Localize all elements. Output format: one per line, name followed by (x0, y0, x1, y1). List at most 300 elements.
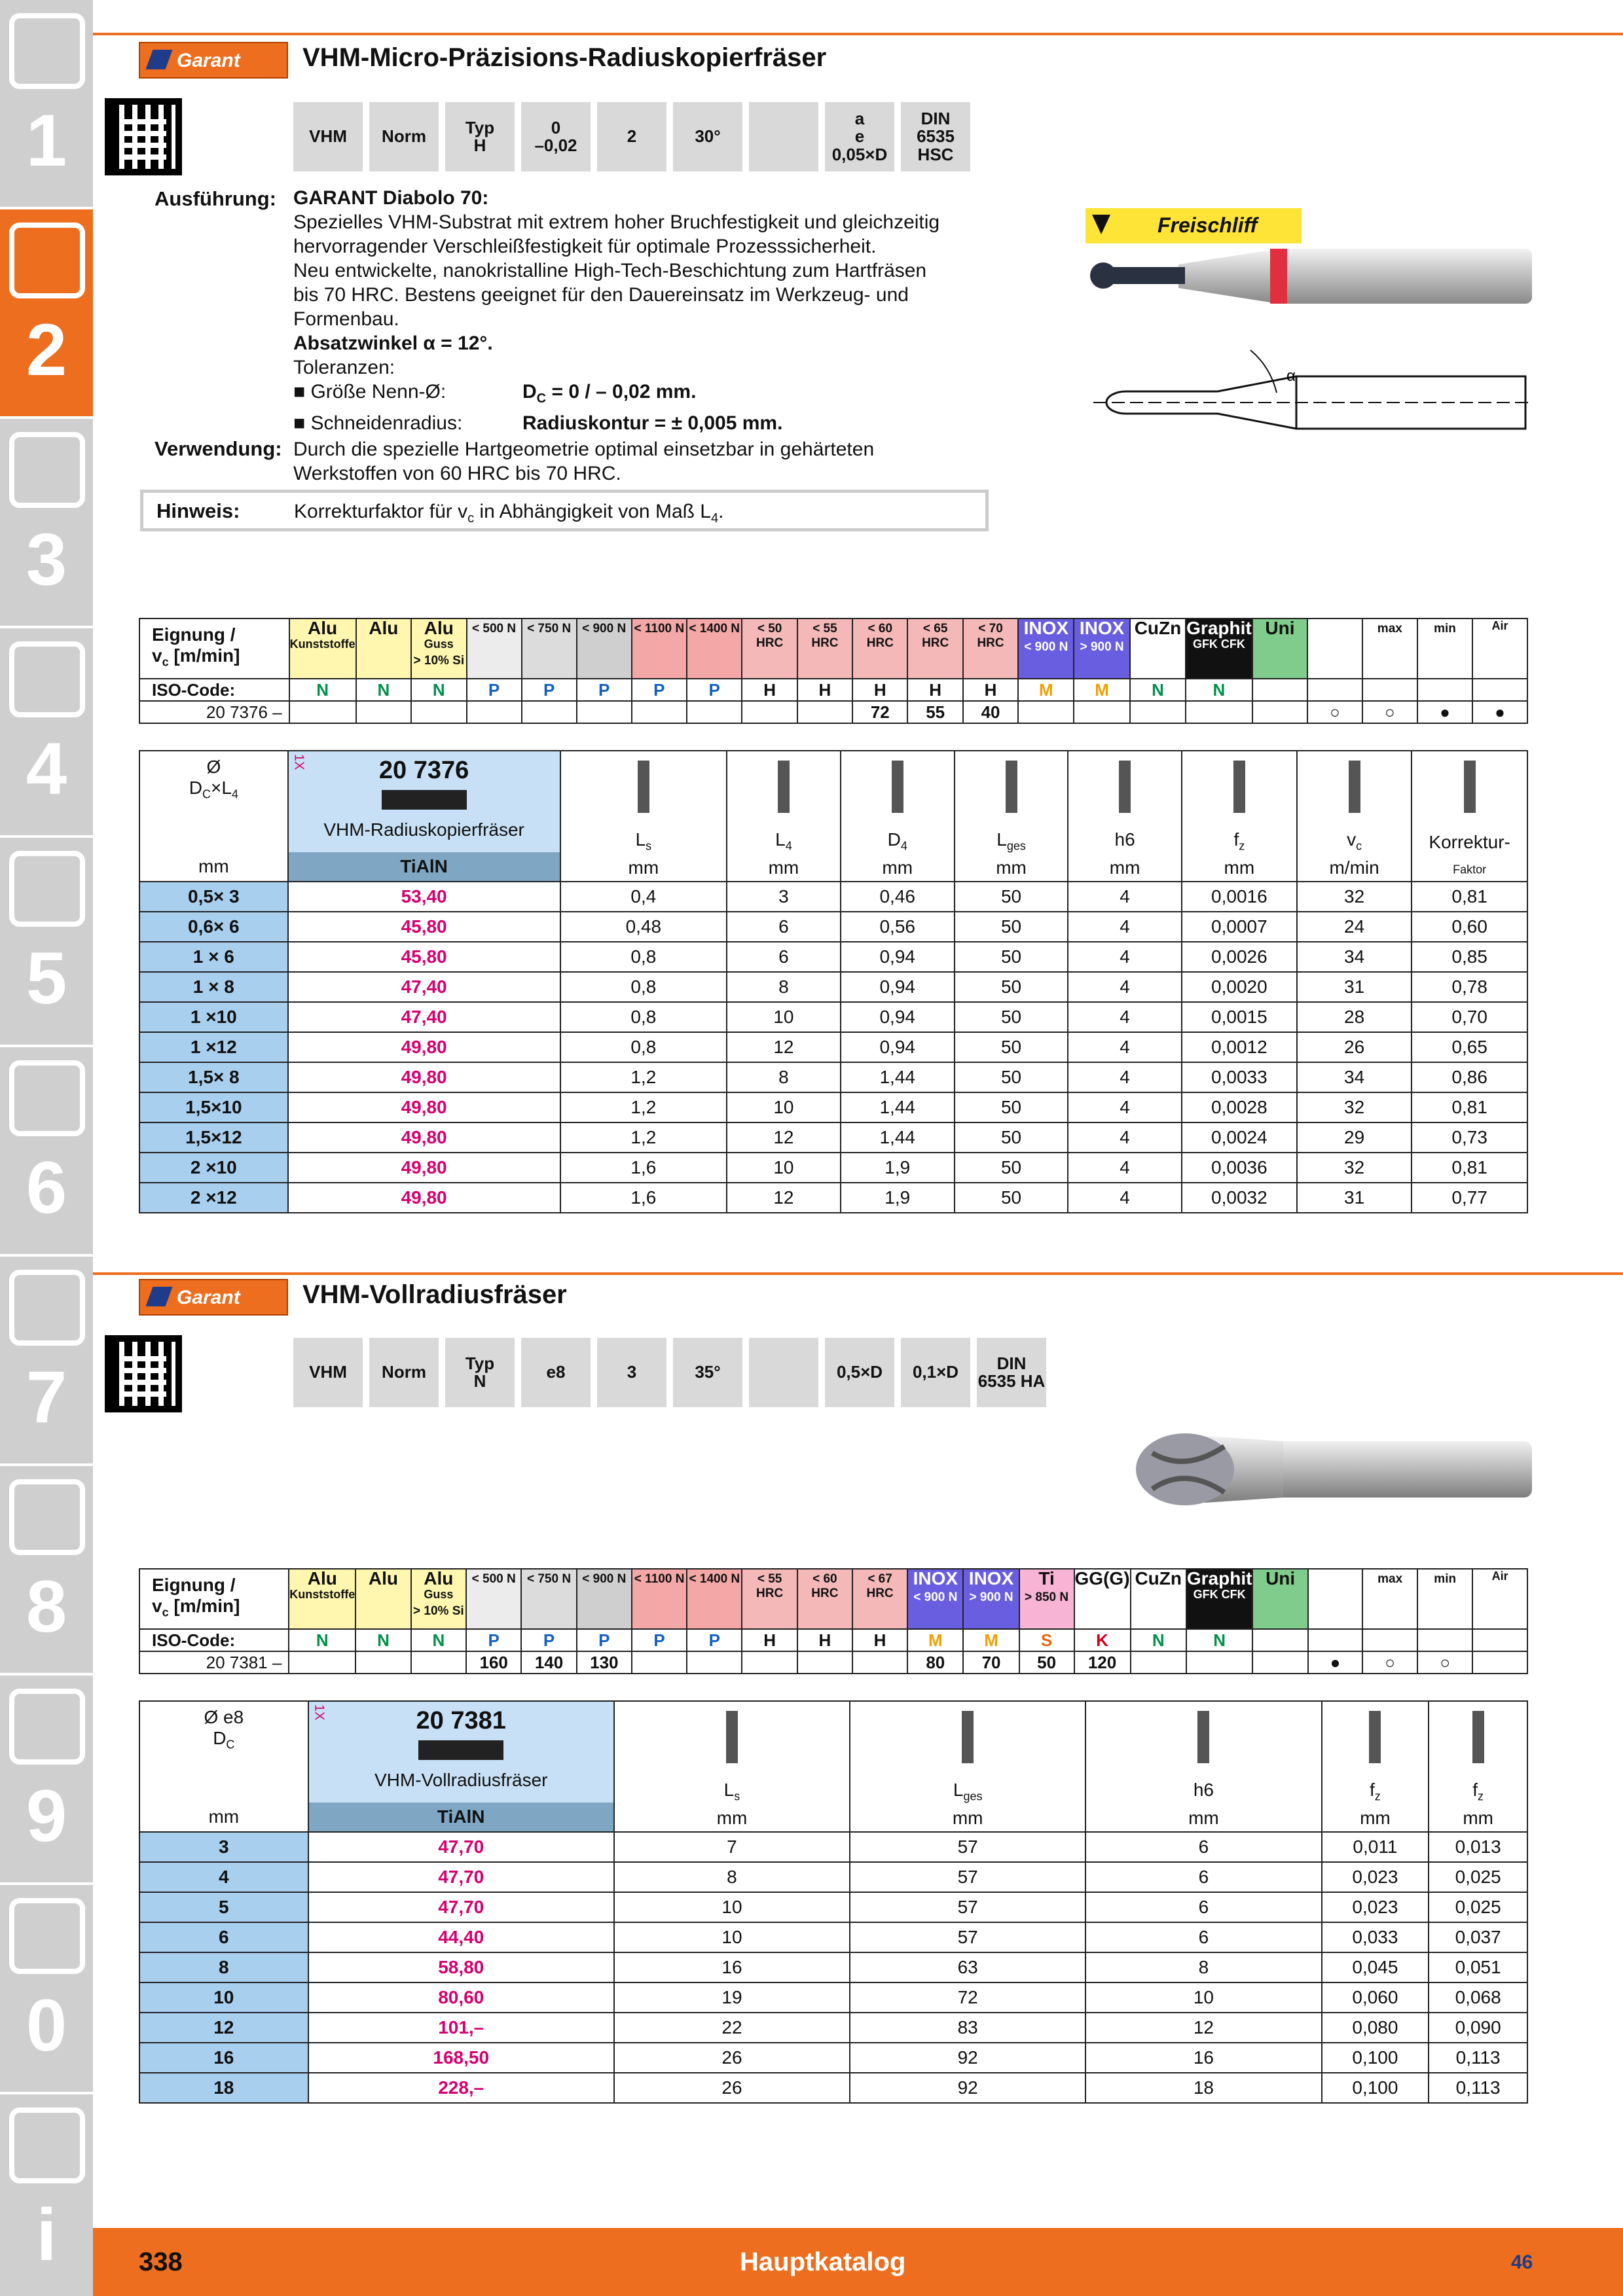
tool-icon (638, 761, 649, 813)
size-cell: 1,5×12 (139, 1122, 288, 1153)
cutting-speed-value: ○ (1362, 701, 1417, 723)
material-column (1308, 1569, 1362, 1629)
iso-code: N (289, 679, 356, 701)
material-column: INOX < 900 N (907, 1569, 963, 1629)
cutting-speed-value: ○ (1362, 1651, 1417, 1674)
table-row (139, 1062, 1527, 1092)
iso-code: H (852, 1629, 907, 1651)
diameter-header: Ø $D_C\times L_4$ mm (139, 751, 288, 882)
column-header: $L_s$ mm (614, 1701, 850, 1832)
table-row (139, 912, 1527, 942)
material-column: Alu (356, 1569, 410, 1629)
column-header: h6 mm (1068, 751, 1182, 882)
material-column: min (1417, 619, 1472, 679)
material-column: < 1400 N (687, 1569, 742, 1629)
value-cell: 0,8 (560, 1002, 727, 1032)
material-column: < 50 HRC (742, 619, 797, 679)
iso-code: H (963, 679, 1018, 701)
table-row (139, 882, 1527, 912)
size-cell: 6 (139, 1922, 308, 1952)
value-cell: 4 (1068, 1153, 1182, 1183)
sidebar-tab-number: 0 (26, 1984, 67, 2066)
cutting-speed-value (797, 1651, 852, 1674)
value-cell: 0,86 (1412, 1062, 1527, 1092)
cutting-speed-value: 70 (963, 1651, 1019, 1674)
sidebar-tab-number: 5 (26, 937, 67, 1019)
pictogram: DIN 6535 HSC (901, 102, 970, 171)
price-cell: 49,80 (288, 1092, 560, 1122)
section-icon (9, 13, 85, 89)
material-column: Uni (1252, 619, 1307, 679)
table-row (139, 1032, 1527, 1062)
iso-code: P (632, 1629, 687, 1651)
suitability-table-1 (139, 618, 1528, 724)
sidebar-tab-8[interactable] (0, 1466, 93, 1676)
cutting-speed-value: ● (1472, 701, 1527, 723)
tolerance-row: ■ Schneidenradius: Radiuskontur = ± 0,005 mm. (293, 412, 783, 434)
value-cell: 16 (1085, 2043, 1321, 2073)
pictogram: 0,5×D (825, 1338, 894, 1407)
value-cell: 0,023 (1322, 1862, 1429, 1892)
cutting-speed-value (1252, 701, 1307, 723)
cutting-speed-value: 130 (577, 1651, 632, 1674)
price-cell: 49,80 (288, 1153, 560, 1183)
value-cell: 0,81 (1412, 1092, 1527, 1122)
value-cell: 1,44 (841, 1122, 955, 1153)
material-column: < 55 HRC (797, 619, 852, 679)
sidebar-tab-number: 9 (26, 1775, 67, 1857)
price-cell: 80,60 (308, 1982, 614, 2013)
value-cell: 0,023 (1322, 1892, 1429, 1922)
value-cell: 0,78 (1412, 972, 1527, 1002)
tool-icon (726, 1711, 738, 1763)
iso-code (1308, 1629, 1362, 1651)
value-cell: 1,2 (560, 1062, 727, 1092)
iso-code: N (1186, 1629, 1253, 1651)
table-row (139, 2043, 1527, 2073)
sidebar-tab-0[interactable] (0, 1885, 93, 2094)
value-cell: 0,0007 (1182, 912, 1297, 942)
value-cell: 19 (614, 1982, 850, 2013)
value-cell: 0,113 (1429, 2043, 1527, 2073)
sidebar-tab-number: 2 (26, 309, 67, 391)
material-column: Alu Kunststoffe (289, 1569, 356, 1629)
table-row (139, 972, 1527, 1002)
column-header: $f_z$ mm (1182, 751, 1297, 882)
value-cell: 50 (955, 942, 1068, 972)
column-header: h6 mm (1085, 1701, 1321, 1832)
value-cell: 0,81 (1412, 1153, 1527, 1183)
value-cell: 0,0016 (1182, 882, 1297, 912)
footer-title: Hauptkatalog (740, 2248, 906, 2276)
value-cell: 0,8 (560, 972, 727, 1002)
value-cell: 10 (614, 1922, 850, 1952)
value-cell: 0,4 (560, 882, 727, 912)
value-cell: 34 (1297, 942, 1412, 972)
price-cell: 47,40 (288, 972, 560, 1002)
iso-code: H (742, 1629, 797, 1651)
section-icon (9, 1270, 85, 1346)
value-cell: 0,8 (560, 1032, 727, 1062)
cutting-speed-value (852, 1651, 907, 1674)
hinweis-text: Korrekturfaktor für $v_c$ in Abhängigkeit von Maß $L_4$. (294, 501, 724, 526)
iso-code: N (411, 1629, 466, 1651)
value-cell: 26 (614, 2073, 850, 2103)
value-cell: 1,44 (841, 1062, 955, 1092)
price-cell: 49,80 (288, 1183, 560, 1213)
value-cell: 32 (1297, 1092, 1412, 1122)
value-cell: 0,56 (841, 912, 955, 942)
value-cell: 1,6 (560, 1153, 727, 1183)
sidebar-tab-7[interactable] (0, 1257, 93, 1466)
price-cell: 47,70 (308, 1862, 614, 1892)
text-line: GARANT Diabolo 70: (293, 187, 489, 209)
cutting-speed-value (1130, 701, 1186, 723)
material-column: Alu (356, 619, 411, 679)
size-cell: 1 ×10 (139, 1002, 288, 1032)
value-cell: 0,94 (841, 942, 955, 972)
footer-right-number: 46 (1511, 2251, 1533, 2273)
material-column: Graphit GFK CFK (1186, 1569, 1253, 1629)
material-column: < 65 HRC (907, 619, 962, 679)
pictogram: DIN 6535 HA (977, 1338, 1046, 1407)
value-cell: 0,113 (1429, 2073, 1527, 2103)
product-table-2 (139, 1700, 1528, 2104)
iso-code: M (963, 1629, 1019, 1651)
material-column: < 55 HRC (742, 1569, 797, 1629)
value-cell: 0,48 (560, 912, 727, 942)
size-cell: 12 (139, 2013, 308, 2043)
cutting-speed-value (467, 701, 522, 723)
text-line: Neu entwickelte, nanokristalline High-Tech-Beschichtung zum Hartfräsen (293, 260, 927, 281)
value-cell: 0,94 (841, 1032, 955, 1062)
value-cell: 0,8 (560, 942, 727, 972)
footer (93, 2228, 1623, 2296)
price-cell: 47,40 (288, 1002, 560, 1032)
value-cell: 0,0015 (1182, 1002, 1297, 1032)
material-column: GG(G) (1074, 1569, 1131, 1629)
section-icon (9, 1898, 85, 1974)
value-cell: 0,100 (1322, 2073, 1429, 2103)
cutting-speed-value: 40 (963, 701, 1018, 723)
iso-code (1472, 679, 1527, 701)
value-cell: 1,9 (841, 1153, 955, 1183)
iso-code: N (1131, 1629, 1186, 1651)
iso-code: P (687, 1629, 742, 1651)
price-cell: 168,50 (308, 2043, 614, 2073)
price-cell: 228,– (308, 2073, 614, 2103)
pictogram (749, 1338, 818, 1407)
size-cell: 2 ×12 (139, 1183, 288, 1213)
column-header: $L_{ges}$ mm (850, 1701, 1085, 1832)
value-cell: 50 (955, 1153, 1068, 1183)
column-header: $f_z$ mm (1429, 1701, 1527, 1832)
sidebar-tab-2[interactable] (0, 209, 93, 419)
table-row (139, 1892, 1527, 1922)
sidebar-tab-number: 4 (26, 728, 67, 810)
pictogram: 30° (673, 102, 742, 171)
value-cell: 6 (727, 942, 841, 972)
cutting-speed-value (1074, 701, 1129, 723)
size-cell: 0,6× 6 (139, 912, 288, 942)
value-cell: 0,025 (1429, 1862, 1527, 1892)
material-column: < 500 N (467, 619, 522, 679)
price-cell: 47,70 (308, 1832, 614, 1862)
tool-drawing-1 (1074, 236, 1545, 445)
cutting-speed-value (356, 1651, 410, 1674)
material-column: CuZn (1131, 1569, 1186, 1629)
iso-code (1362, 1629, 1417, 1651)
value-cell: 0,0020 (1182, 972, 1297, 1002)
value-cell: 0,0012 (1182, 1032, 1297, 1062)
text-line: Toleranzen: (293, 357, 395, 378)
value-cell: 50 (955, 1002, 1068, 1032)
iso-code: P (577, 679, 632, 701)
value-cell: 0,033 (1322, 1922, 1429, 1952)
value-cell: 4 (1068, 972, 1182, 1002)
iso-code: N (289, 1629, 356, 1651)
sidebar-tab-5[interactable] (0, 838, 93, 1047)
sidebar-tab-9[interactable] (0, 1676, 93, 1885)
size-cell: 2 ×10 (139, 1153, 288, 1183)
cutting-speed-value (742, 701, 797, 723)
material-column: INOX > 900 N (1074, 619, 1129, 679)
table-row (139, 1952, 1527, 1982)
cutting-speed-value: 80 (907, 1651, 963, 1674)
value-cell: 1,44 (841, 1092, 955, 1122)
cutting-speed-value (797, 701, 852, 723)
value-cell: 0,0033 (1182, 1062, 1297, 1092)
qr-code-2[interactable] (105, 1335, 182, 1412)
pictogram: 0,1×D (901, 1338, 970, 1407)
material-column: max (1362, 619, 1417, 679)
value-cell: 6 (1085, 1892, 1321, 1922)
triangle-icon (1092, 215, 1110, 234)
cutting-speed-value: 160 (466, 1651, 521, 1674)
tool-icon (1369, 1711, 1381, 1763)
pictogram: Norm (369, 102, 439, 171)
sidebar-tab-number: 1 (26, 99, 67, 181)
qr-code[interactable] (105, 98, 182, 175)
cutting-speed-value (522, 701, 577, 723)
material-column: Uni (1252, 1569, 1307, 1629)
value-cell: 4 (1068, 1032, 1182, 1062)
size-cell: 10 (139, 1982, 308, 2013)
price-cell: 49,80 (288, 1122, 560, 1153)
garant-logo-small (418, 1740, 503, 1760)
value-cell: 0,037 (1429, 1922, 1527, 1952)
section-icon (9, 2108, 85, 2183)
material-column: max (1362, 1569, 1417, 1629)
pictogram: Norm (369, 1338, 439, 1407)
verwendung-text (293, 437, 1040, 486)
price-cell: 49,80 (288, 1032, 560, 1062)
value-cell: 4 (1068, 1122, 1182, 1153)
value-cell: 0,70 (1412, 1002, 1527, 1032)
value-cell: 10 (727, 1002, 841, 1032)
cutting-speed-value (742, 1651, 797, 1674)
iso-code (1417, 679, 1472, 701)
price-cell: 49,80 (288, 1062, 560, 1092)
tool-icon (778, 761, 790, 813)
material-column: min (1417, 1569, 1472, 1629)
value-cell: 0,94 (841, 972, 955, 1002)
value-cell: 83 (850, 2013, 1085, 2043)
sidebar-tab-number: 8 (26, 1566, 67, 1647)
cutting-speed-value (356, 701, 411, 723)
iso-code: H (797, 679, 852, 701)
iso-label: ISO-Code: (139, 1629, 289, 1651)
table-row (139, 1922, 1527, 1952)
ausfuehrung-text (293, 186, 1040, 380)
sidebar-tab-6[interactable] (0, 1047, 93, 1257)
value-cell: 18 (1085, 2073, 1321, 2103)
value-cell: 50 (955, 1062, 1068, 1092)
value-cell: 0,46 (841, 882, 955, 912)
size-cell: 3 (139, 1832, 308, 1862)
tool-icon (892, 761, 903, 813)
material-column: Alu Guss > 10% Si (411, 619, 466, 679)
cutting-speed-value (1472, 1651, 1527, 1674)
product-table-1 (139, 750, 1528, 1213)
iso-code: K (1074, 1629, 1131, 1651)
pictogram: VHM (293, 1338, 363, 1407)
section-icon (9, 641, 85, 717)
hinweis-box (140, 490, 989, 531)
value-cell: 57 (850, 1862, 1085, 1892)
value-cell: 24 (1297, 912, 1412, 942)
price-cell: 101,– (308, 2013, 614, 2043)
material-column: < 1400 N (687, 619, 742, 679)
iso-code (1252, 1629, 1307, 1651)
value-cell: 4 (1068, 882, 1182, 912)
price-cell: 58,80 (308, 1952, 614, 1982)
cutting-speed-value (1186, 1651, 1253, 1674)
section-icon (9, 851, 85, 927)
tool-drawing-2 (1126, 1427, 1545, 1512)
size-cell: 16 (139, 2043, 308, 2073)
section2-title: VHM-Vollradiusfräser (302, 1280, 567, 1309)
article-label: 20 7381 – (139, 1651, 289, 1674)
sidebar-tab-3[interactable] (0, 419, 93, 628)
value-cell: 32 (1297, 882, 1412, 912)
tool-icon (1197, 1711, 1209, 1763)
value-cell: 29 (1297, 1122, 1412, 1153)
sidebar-tab-number: 3 (26, 518, 67, 600)
iso-code: P (577, 1629, 632, 1651)
value-cell: 0,068 (1429, 1982, 1527, 2013)
cutting-speed-value (1186, 701, 1252, 723)
value-cell: 32 (1297, 1153, 1412, 1183)
tool-icon (1119, 761, 1131, 813)
sidebar-tab-4[interactable] (0, 628, 93, 838)
sidebar-tab-i[interactable] (0, 2094, 93, 2296)
material-column: INOX > 900 N (963, 1569, 1019, 1629)
value-cell: 10 (614, 1892, 850, 1922)
cutting-speed-value (1018, 701, 1074, 723)
tool-icon (1233, 761, 1245, 813)
value-cell: 4 (1068, 1062, 1182, 1092)
value-cell: 1,2 (560, 1122, 727, 1153)
value-cell: 0,090 (1429, 2013, 1527, 2043)
value-cell: 4 (1068, 912, 1182, 942)
tool-icon (1006, 761, 1017, 813)
value-cell: 72 (850, 1982, 1085, 2013)
cutting-speed-value: ○ (1307, 701, 1362, 723)
value-cell: 4 (1068, 1183, 1182, 1213)
pictogram: 3 (597, 1338, 666, 1407)
iso-code: H (797, 1629, 852, 1651)
value-cell: 50 (955, 1122, 1068, 1153)
value-cell: 1,2 (560, 1092, 727, 1122)
value-cell: 57 (850, 1832, 1085, 1862)
table-row (139, 1862, 1527, 1892)
price-cell: 44,40 (308, 1922, 614, 1952)
sidebar-tab-number: i (36, 2194, 57, 2276)
sidebar-tab-1[interactable] (0, 0, 93, 209)
cutting-speed-value: 50 (1019, 1651, 1074, 1674)
value-cell: 0,0026 (1182, 942, 1297, 972)
value-cell: 0,0036 (1182, 1153, 1297, 1183)
value-cell: 3 (727, 882, 841, 912)
iso-code: N (411, 679, 466, 701)
iso-code: H (742, 679, 797, 701)
value-cell: 57 (850, 1922, 1085, 1952)
cutting-speed-value: 140 (521, 1651, 576, 1674)
value-cell: 0,73 (1412, 1122, 1527, 1153)
value-cell: 12 (727, 1183, 841, 1213)
page-number: 338 (139, 2248, 183, 2276)
iso-code: P (632, 679, 687, 701)
cutting-speed-value: 120 (1074, 1651, 1131, 1674)
value-cell: 8 (727, 1062, 841, 1092)
value-cell: 6 (727, 912, 841, 942)
column-header: $L_s$ mm (560, 751, 727, 882)
pictogram: VHM (293, 102, 363, 171)
section-icon (9, 432, 85, 508)
table-row (139, 2073, 1527, 2103)
cutting-speed-value (411, 1651, 466, 1674)
value-cell: 31 (1297, 972, 1412, 1002)
iso-code: N (1186, 679, 1252, 701)
value-cell: 22 (614, 2013, 850, 2043)
value-cell: 92 (850, 2073, 1085, 2103)
value-cell: 12 (1085, 2013, 1321, 2043)
column-header: Korrektur-$_{Faktor}$ (1412, 751, 1527, 882)
value-cell: 8 (727, 972, 841, 1002)
value-cell: 50 (955, 912, 1068, 942)
iso-code: N (1130, 679, 1186, 701)
value-cell: 0,100 (1322, 2043, 1429, 2073)
cutting-speed-value (687, 701, 742, 723)
material-column: < 900 N (577, 1569, 632, 1629)
cutting-speed-value (632, 1651, 687, 1674)
size-cell: 1 × 6 (139, 942, 288, 972)
cutting-speed-value: ● (1308, 1651, 1362, 1674)
material-column: < 1100 N (632, 619, 687, 679)
value-cell: 57 (850, 1892, 1085, 1922)
material-column: < 900 N (577, 619, 632, 679)
value-cell: 0,080 (1322, 2013, 1429, 2043)
value-cell: 50 (955, 882, 1068, 912)
suitability-table-2 (139, 1568, 1528, 1674)
column-header: $L_{ges}$ mm (955, 751, 1068, 882)
size-cell: 18 (139, 2073, 308, 2103)
value-cell: 7 (614, 1832, 850, 1862)
iso-code (1307, 679, 1362, 701)
table-row (139, 1832, 1527, 1862)
size-cell: 4 (139, 1862, 308, 1892)
